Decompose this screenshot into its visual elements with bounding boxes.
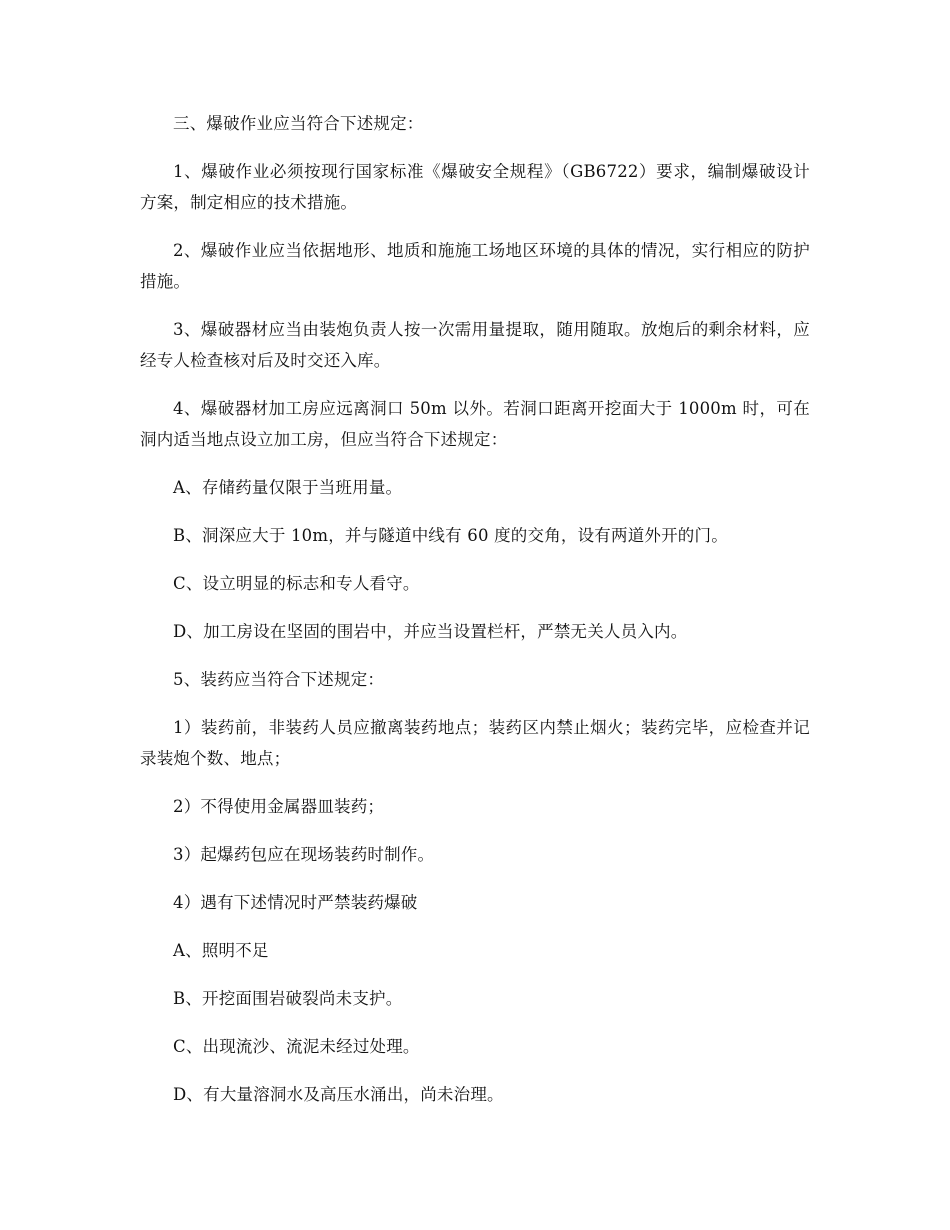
paragraph-item-3: 3、爆破器材应当由装炮负责人按一次需用量提取，随用随取。放炮后的剩余材料，应经专人检查核对后及时交还入库。 — [140, 320, 810, 370]
paragraph-item-5-4b: B、开挖面围岩破裂尚未支护。 — [173, 989, 403, 1008]
section-heading-three: 三、爆破作业应当符合下述规定： — [173, 114, 424, 133]
paragraph-item-4b: B、洞深应大于 10m，并与隧道中线有 60 度的交角，设有两道外开的门。 — [173, 526, 728, 545]
paragraph-item-5: 5、装药应当符合下述规定： — [173, 670, 385, 689]
paragraph-item-5-4: 4）遇有下述情况时严禁装药爆破 — [173, 893, 418, 912]
paragraph-item-2: 2、爆破作业应当依据地形、地质和施施工场地区环境的具体的情况，实行相应的防护措施。 — [140, 241, 810, 291]
paragraph-item-4: 4、爆破器材加工房应远离洞口 50m 以外。若洞口距离开挖面大于 1000m 时，可在洞内适当地点设立加工房，但应当符合下述规定： — [140, 399, 810, 449]
paragraph-item-5-3: 3）起爆药包应在现场装药时制作。 — [173, 845, 435, 864]
paragraph-item-5-4c: C、出现流沙、流泥未经过处理。 — [173, 1037, 420, 1056]
paragraph-item-4a: A、存储药量仅限于当班用量。 — [173, 478, 403, 497]
paragraph-item-5-4d: D、有大量溶洞水及高压水涌出，尚未治理。 — [173, 1085, 504, 1104]
paragraph-item-1: 1、爆破作业必须按现行国家标准《爆破安全规程》（GB6722）要求，编制爆破设计方案，制定相应的技术措施。 — [140, 162, 810, 212]
paragraph-item-5-1: 1）装药前，非装药人员应撤离装药地点；装药区内禁止烟火；装药完毕，应检查并记录装炮个数、地点； — [140, 718, 810, 768]
paragraph-item-5-4a: A、照明不足 — [173, 941, 269, 960]
paragraph-item-5-2: 2）不得使用金属器皿装药； — [173, 797, 385, 816]
paragraph-item-4c: C、设立明显的标志和专人看守。 — [173, 574, 420, 593]
paragraph-item-4d: D、加工房设在坚固的围岩中，并应当设置栏杆，严禁无关人员入内。 — [173, 622, 688, 641]
document-body — [140, 108, 810, 1127]
